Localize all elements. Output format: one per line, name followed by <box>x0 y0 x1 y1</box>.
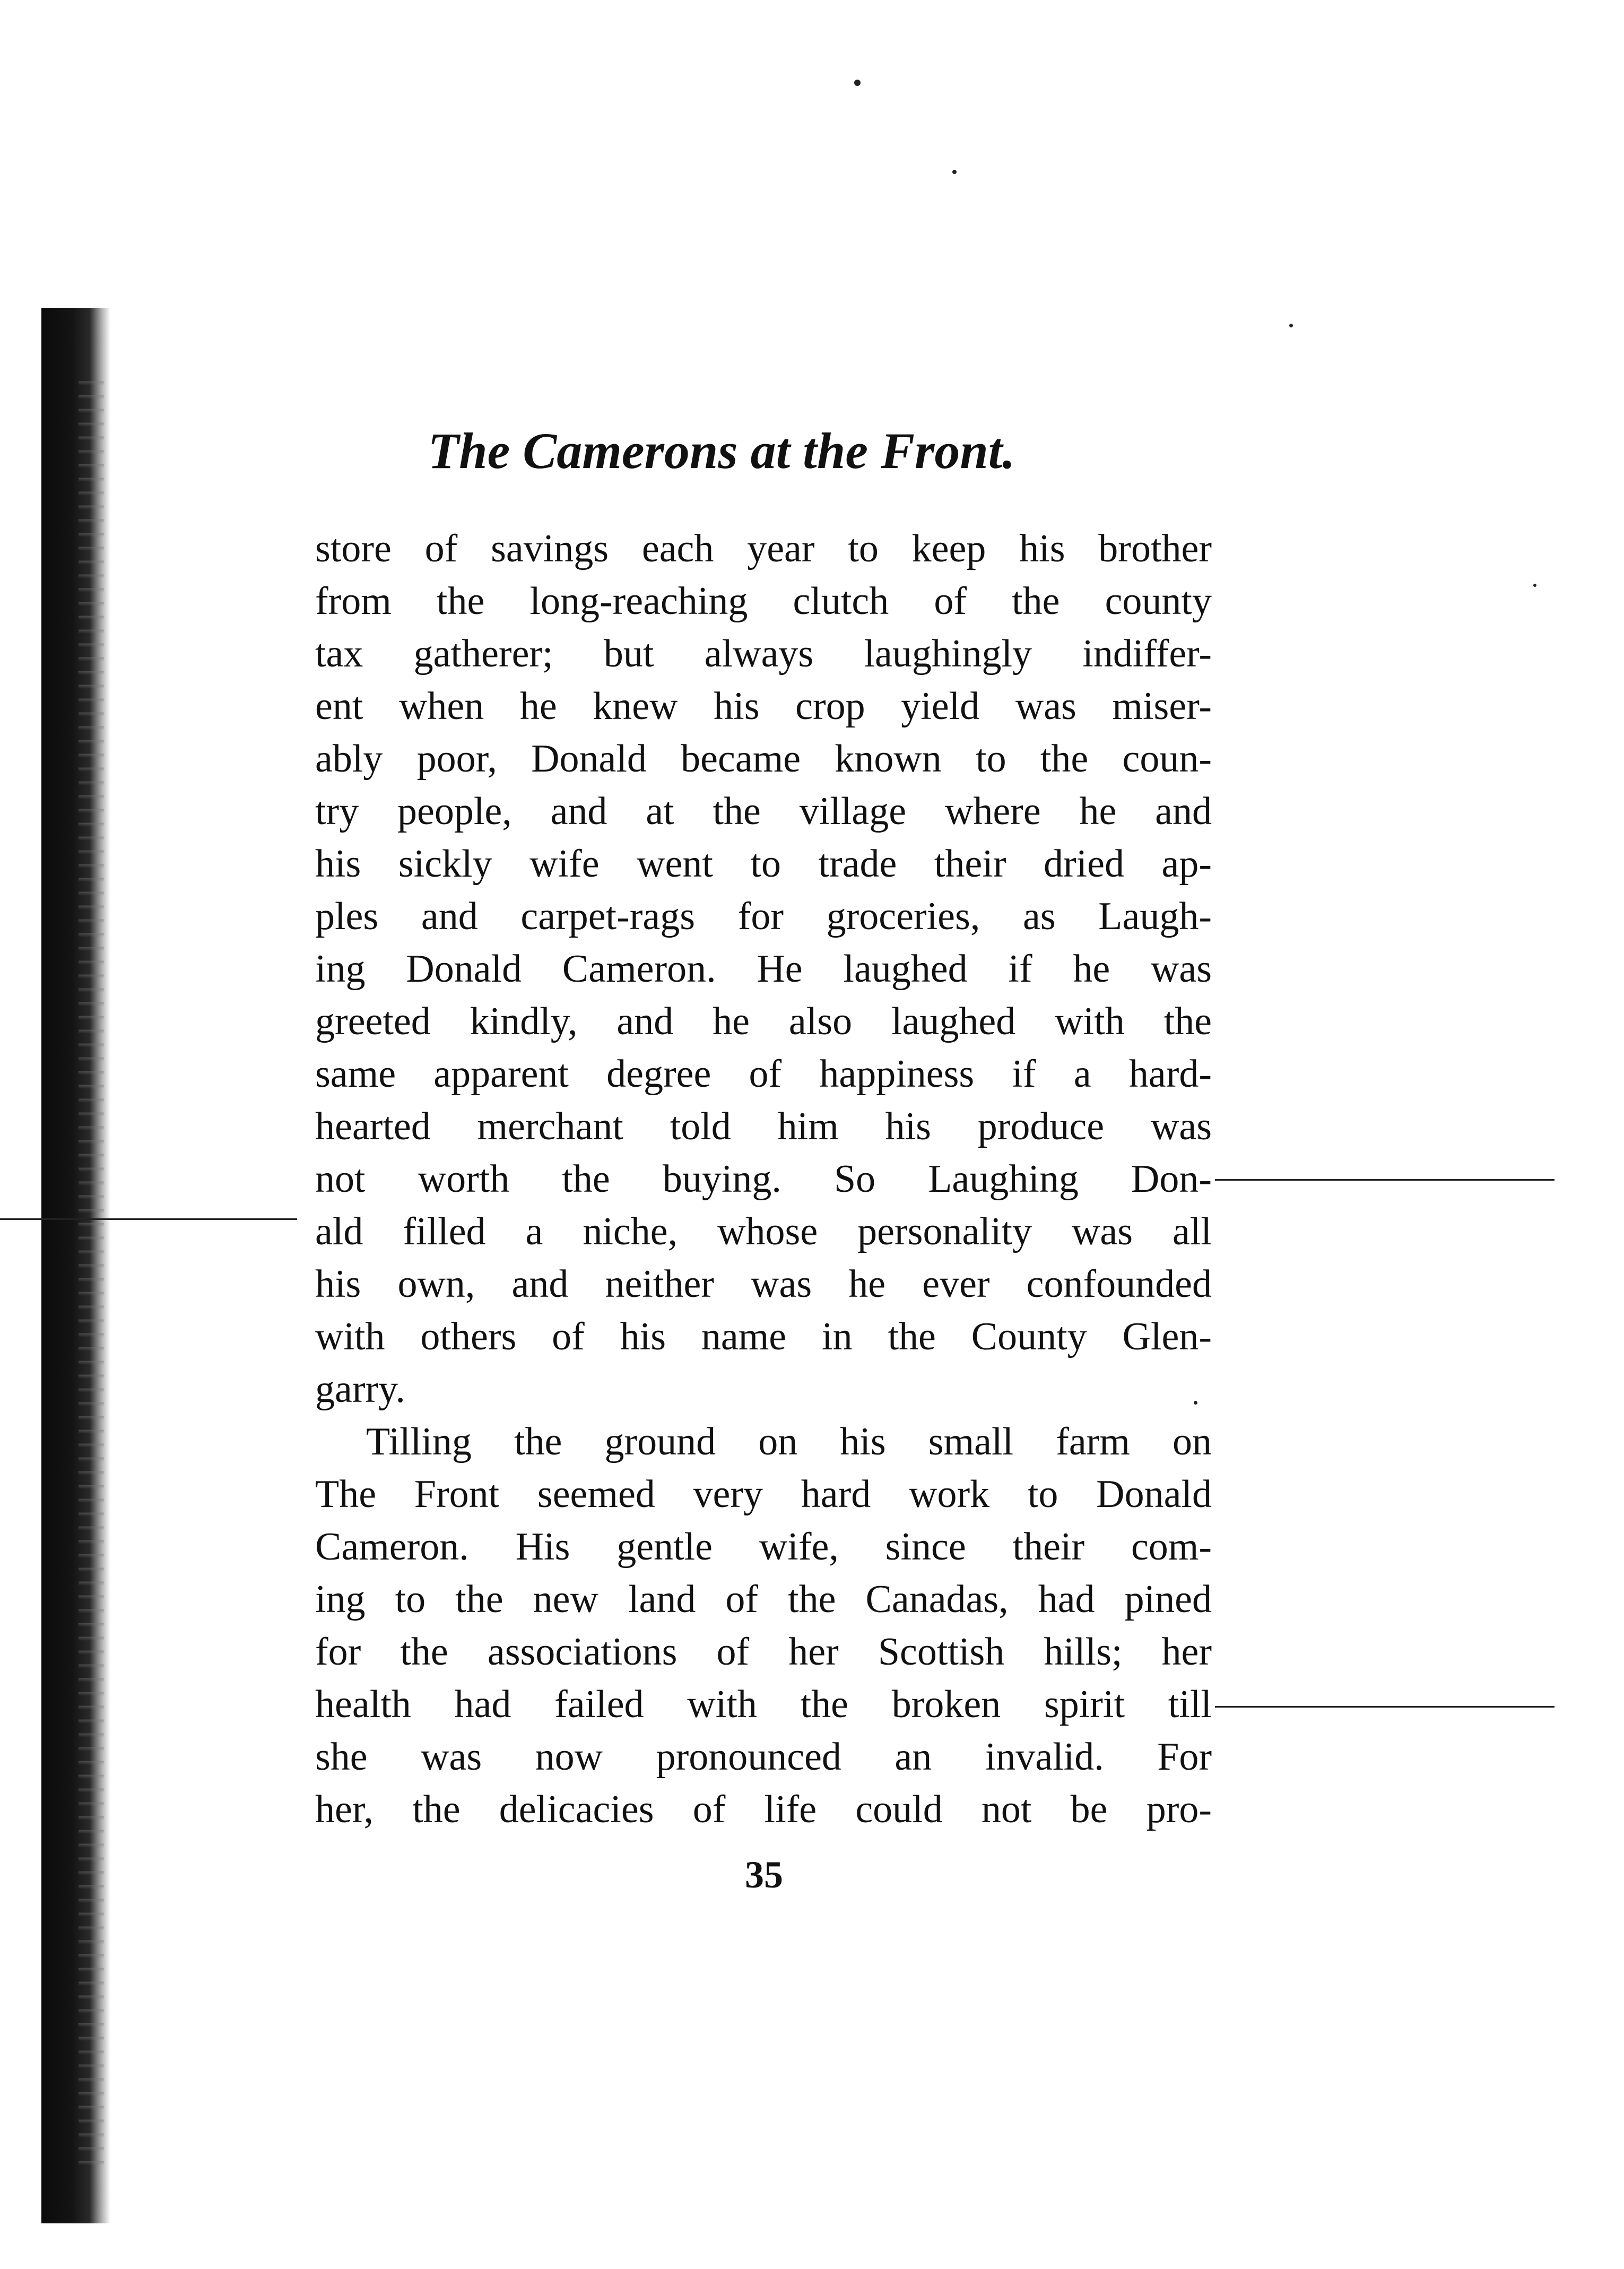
text-line: ably poor, Donald became known to the coun- <box>315 737 1212 781</box>
text-line: greeted kindly, and he also laughed with the <box>315 1000 1212 1043</box>
text-line: ing to the new land of the Canadas, had pined <box>315 1578 1212 1621</box>
scan-speck <box>1289 324 1293 327</box>
page-number: 35 <box>745 1854 783 1896</box>
text-line: garry. <box>315 1367 405 1411</box>
text-line: try people, and at the village where he and <box>315 790 1212 833</box>
text-line: ent when he knew his crop yield was miser- <box>315 685 1212 728</box>
scan-speck <box>952 170 957 174</box>
text-line: his own, and neither was he ever confounded <box>315 1262 1212 1306</box>
text-line: ples and carpet-rags for groceries, as Laugh- <box>315 895 1212 938</box>
text-line: with others of his name in the County Glen- <box>315 1315 1212 1358</box>
body-text <box>315 523 1212 1836</box>
text-line: not worth the buying. So Laughing Don- <box>315 1157 1212 1201</box>
text-line: her, the delicacies of life could not be pro- <box>315 1788 1212 1831</box>
paragraph <box>315 1416 1212 1836</box>
scan-line-left <box>0 1218 297 1220</box>
text-line: his sickly wife went to trade their dried ap- <box>315 842 1212 886</box>
running-head: The Camerons at the Front. <box>428 422 1015 479</box>
scan-speck <box>854 80 861 86</box>
text-line: Cameron. His gentle wife, since their com- <box>315 1525 1212 1569</box>
text-line: ing Donald Cameron. He laughed if he was <box>315 947 1212 991</box>
binding-shadow <box>41 308 110 2223</box>
text-line: she was now pronounced an invalid. For <box>315 1735 1212 1779</box>
text-line: tax gatherer; but always laughingly indiffer- <box>315 632 1212 675</box>
scan-line-right-upper <box>1215 1179 1554 1181</box>
text-line: for the associations of her Scottish hills; her <box>315 1630 1212 1674</box>
text-line: Tilling the ground on his small farm on <box>366 1420 1212 1463</box>
scan-line-right-lower <box>1215 1706 1554 1708</box>
text-line: health had failed with the broken spirit till <box>315 1683 1212 1726</box>
text-line: The Front seemed very hard work to Donald <box>315 1473 1212 1516</box>
text-line: store of savings each year to keep his brother <box>315 527 1212 570</box>
text-line: same apparent degree of happiness if a hard- <box>315 1052 1212 1096</box>
scan-speck <box>1533 584 1536 587</box>
text-line: from the long-reaching clutch of the county <box>315 579 1212 623</box>
paragraph <box>315 523 1212 1416</box>
text-line: ald filled a niche, whose personality was all <box>315 1210 1212 1253</box>
text-line: hearted merchant told him his produce was <box>315 1105 1212 1148</box>
